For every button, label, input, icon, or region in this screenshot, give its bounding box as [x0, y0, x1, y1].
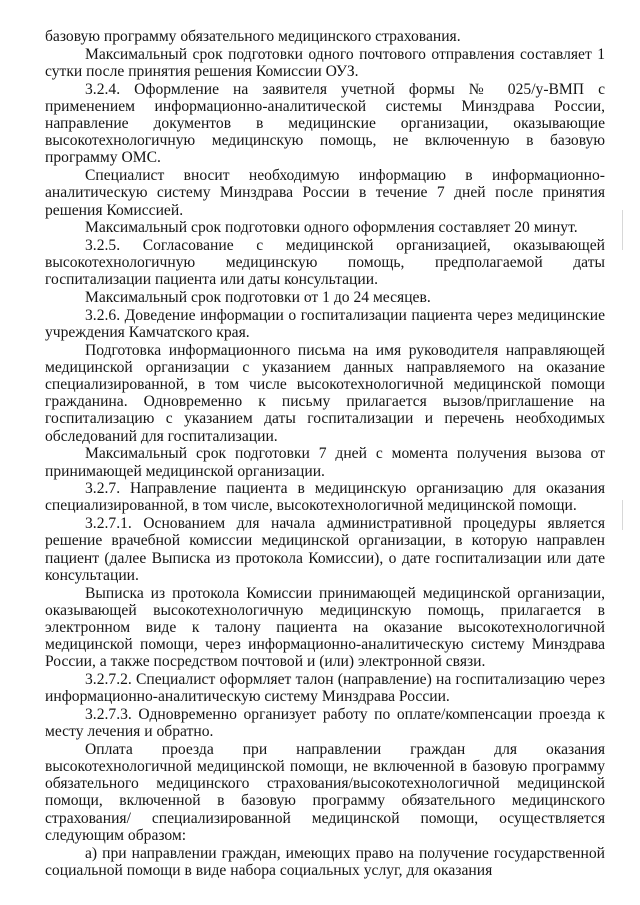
paragraph-3-2-7-3: 3.2.7.3. Одновременно организует работу по оплате/компенсации проезда к месту лечения и обратно. — [45, 705, 605, 741]
paragraph-item-a: а) при направлении граждан, имеющих право на получение государственной социальной помощи в виде набора социальных услуг, для оказания — [45, 844, 605, 879]
paragraph-mailing-deadline: Максимальный срок подготовки одного почтового отправления составляет 1 сутки после принятия решения Комиссии ОУЗ. — [45, 45, 605, 80]
paragraph-3-2-7-2: 3.2.7.2. Специалист оформляет талон (направление) на госпитализацию через информационно-аналитическую систему Минздрава России. — [45, 671, 605, 706]
paragraph-continuation: базовую программу обязательного медицинского страхования. — [45, 28, 461, 45]
paragraph-specialist-entry: Специалист вносит необходимую информацию в информационно-аналитическую систему Минздрава России в течение 7 дней после принятия решения Комиссией. — [45, 167, 605, 219]
document-page — [45, 28, 605, 879]
paragraph-protocol-extract: Выписка из протокола Комиссии принимающей медицинской организации, оказывающей высокотехнологичную медицинскую помощь, прилагается в электронном виде к талону пациента на оказание высокотехнологичной медицинской помощи, через информационно-аналитическую систему Минздрава России, а также посредством почтовой и (или) электронной связи. — [45, 584, 605, 671]
paragraph-info-letter: Подготовка информационного письма на имя руководителя направляющей медицинской организации с указанием данных направляемого на оказание специализированной, в том числе высокотехнологичной медицинской помощи гражданина. Одновременно к письму прилагается вызов/приглашение на госпитализацию с указанием даты госпитализации и перечень необходимых обследований для госпитализации. — [45, 341, 605, 445]
paragraph-letter-deadline: Максимальный срок подготовки 7 дней с момента получения вызова от принимающей медицинской организации. — [45, 445, 605, 480]
paragraph-3-2-7: 3.2.7. Направление пациента в медицинскую организацию для оказания специализированной, в том числе, высокотехнологичной медицинской помощи. — [45, 480, 605, 515]
scan-edge-mark-top — [622, 210, 623, 250]
scan-edge-mark-bottom — [622, 500, 623, 530]
paragraph-3-2-6: 3.2.6. Доведение информации о госпитализации пациента через медицинские учреждения Камчатского края. — [45, 306, 605, 341]
paragraph-agreement-deadline: Максимальный срок подготовки от 1 до 24 месяцев. — [85, 289, 431, 307]
paragraph-travel-payment: Оплата проезда при направлении граждан для оказания высокотехнологичной медицинской помощи, не включенной в базовую программу обязательного медицинского страхования/высокотехнологичной медицинской помощи, включенной в базовую программу обязательного медицинского страхования/ специализированной медицинской помощи, осуществляется следующим образом: — [45, 740, 605, 844]
paragraph-3-2-7-1: 3.2.7.1. Основанием для начала административной процедуры является решение врачебной комиссии медицинской организации, в которую направлен пациент (далее Выписка из протокола Комиссии), о дате госпитализации или дате консультации. — [45, 515, 605, 584]
paragraph-registration-deadline: Максимальный срок подготовки одного оформления составляет 20 минут. — [85, 219, 578, 237]
paragraph-3-2-4: 3.2.4. Оформление на заявителя учетной формы № 025/у-ВМП с применением информационно-аналитической системы Минздрава России, направление документов в медицинские организации, оказывающие высокотехнологичную медицинскую помощь, не включенную в базовую программу ОМС. — [45, 80, 605, 167]
paragraph-3-2-5: 3.2.5. Согласование с медицинской организацией, оказывающей высокотехнологичную медицинскую помощь, предполагаемой даты госпитализации пациента или даты консультации. — [45, 236, 605, 289]
